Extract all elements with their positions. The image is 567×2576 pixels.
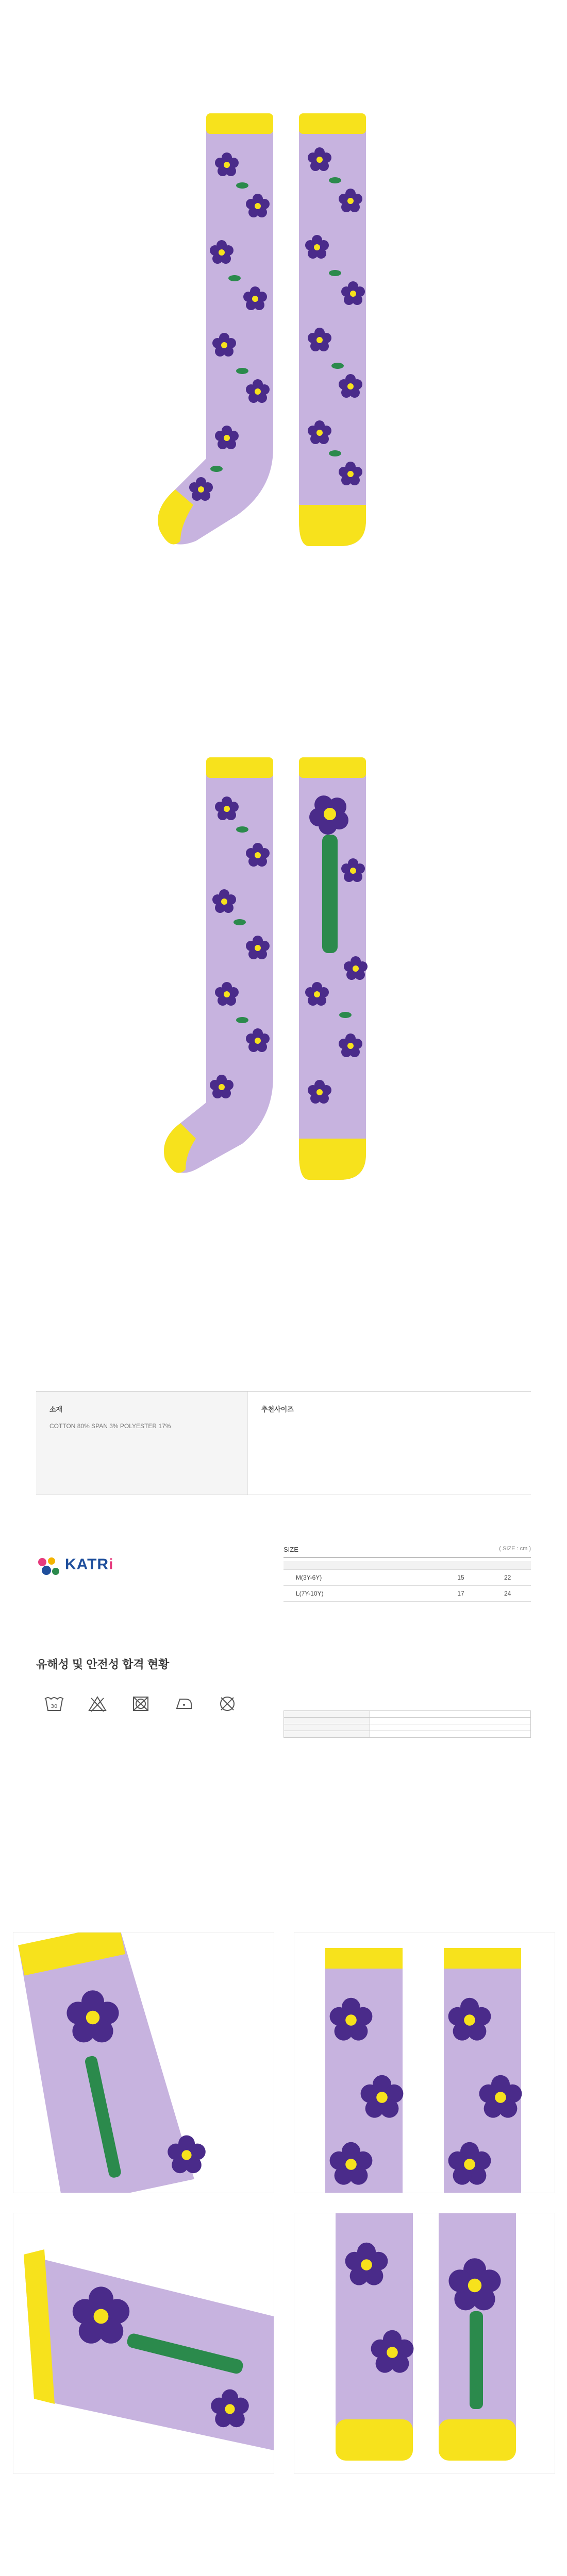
sock-photo-2 xyxy=(0,747,567,1211)
no-bleach-icon xyxy=(87,1695,108,1713)
wash-item xyxy=(123,1695,159,1741)
wash-item xyxy=(36,1695,72,1741)
wash-item xyxy=(209,1695,245,1741)
material-column xyxy=(36,1392,247,1495)
size-cell: 22 xyxy=(484,1570,531,1586)
spec-value xyxy=(370,1724,531,1731)
material-text: COTTON 80% SPAN 3% POLYESTER 17% xyxy=(49,1422,171,1430)
size-cell: M(3Y-6Y) xyxy=(284,1570,438,1586)
table-row xyxy=(284,1718,531,1724)
size-col-header xyxy=(484,1561,531,1570)
spec-value xyxy=(370,1731,531,1738)
right-sock xyxy=(299,113,366,546)
sock-pair-illustration-2 xyxy=(103,747,464,1211)
detail-photo xyxy=(13,1932,274,2193)
spec-label xyxy=(284,1718,370,1724)
katri-logo-main: KATR xyxy=(65,1556,109,1573)
sock-detail-side xyxy=(13,2213,274,2473)
wash-item xyxy=(79,1695,115,1741)
iron-icon xyxy=(174,1695,194,1713)
right-sock-2 xyxy=(299,757,368,1180)
size-col-header xyxy=(284,1561,438,1570)
detail-photo xyxy=(294,2213,555,2474)
detail-photo-grid xyxy=(13,1932,554,2473)
size-unit: ( SIZE : cm ) xyxy=(499,1546,531,1552)
table-row xyxy=(284,1570,531,1586)
size-label: SIZE xyxy=(284,1546,298,1553)
table-row xyxy=(284,1711,531,1718)
size-cell: 24 xyxy=(484,1586,531,1602)
katri-logo-icon xyxy=(36,1556,61,1581)
size-header xyxy=(284,1546,531,1558)
table-row xyxy=(284,1731,531,1738)
wash-icon-row xyxy=(36,1695,253,1741)
svg-text:30: 30 xyxy=(51,1704,58,1709)
material-spec-table xyxy=(284,1710,531,1738)
detail-photo xyxy=(13,2213,274,2474)
wash-30-icon xyxy=(44,1695,64,1713)
spec-value xyxy=(370,1711,531,1718)
recommend-heading: 추천사이즈 xyxy=(261,1405,294,1413)
katri-logo-text xyxy=(65,1556,113,1573)
size-cell: 15 xyxy=(438,1570,485,1586)
table-row xyxy=(284,1724,531,1731)
size-cell: 17 xyxy=(438,1586,485,1602)
sock-detail-pair xyxy=(294,1933,555,2193)
sock-photo-1 xyxy=(0,77,567,592)
size-cell: L(7Y-10Y) xyxy=(284,1586,438,1602)
material-heading: 소재 xyxy=(49,1405,63,1413)
katri-safety-block xyxy=(36,1546,531,1896)
size-table-header-row xyxy=(284,1561,531,1570)
sock-detail-pair-2 xyxy=(294,2213,555,2473)
safety-title: 유해성 및 안전성 합격 현황 xyxy=(36,1658,170,1671)
left-sock-2 xyxy=(164,757,273,1173)
spec-label xyxy=(284,1731,370,1738)
wash-item xyxy=(166,1695,202,1741)
recommend-column xyxy=(247,1392,531,1495)
spec-value xyxy=(370,1718,531,1724)
size-table-block xyxy=(284,1546,531,1602)
detail-photo xyxy=(294,1932,555,2193)
no-dryclean-icon xyxy=(217,1695,238,1713)
material-info-block xyxy=(36,1391,531,1495)
sock-pair-illustration xyxy=(103,77,464,592)
no-tumble-dry-icon xyxy=(130,1695,151,1713)
katri-logo-accent: i xyxy=(109,1556,114,1573)
spec-label xyxy=(284,1724,370,1731)
size-table xyxy=(284,1561,531,1602)
spec-label xyxy=(284,1711,370,1718)
sock-detail-closeup xyxy=(13,1933,274,2193)
left-sock xyxy=(158,113,273,545)
size-col-header xyxy=(438,1561,485,1570)
table-row xyxy=(284,1586,531,1602)
